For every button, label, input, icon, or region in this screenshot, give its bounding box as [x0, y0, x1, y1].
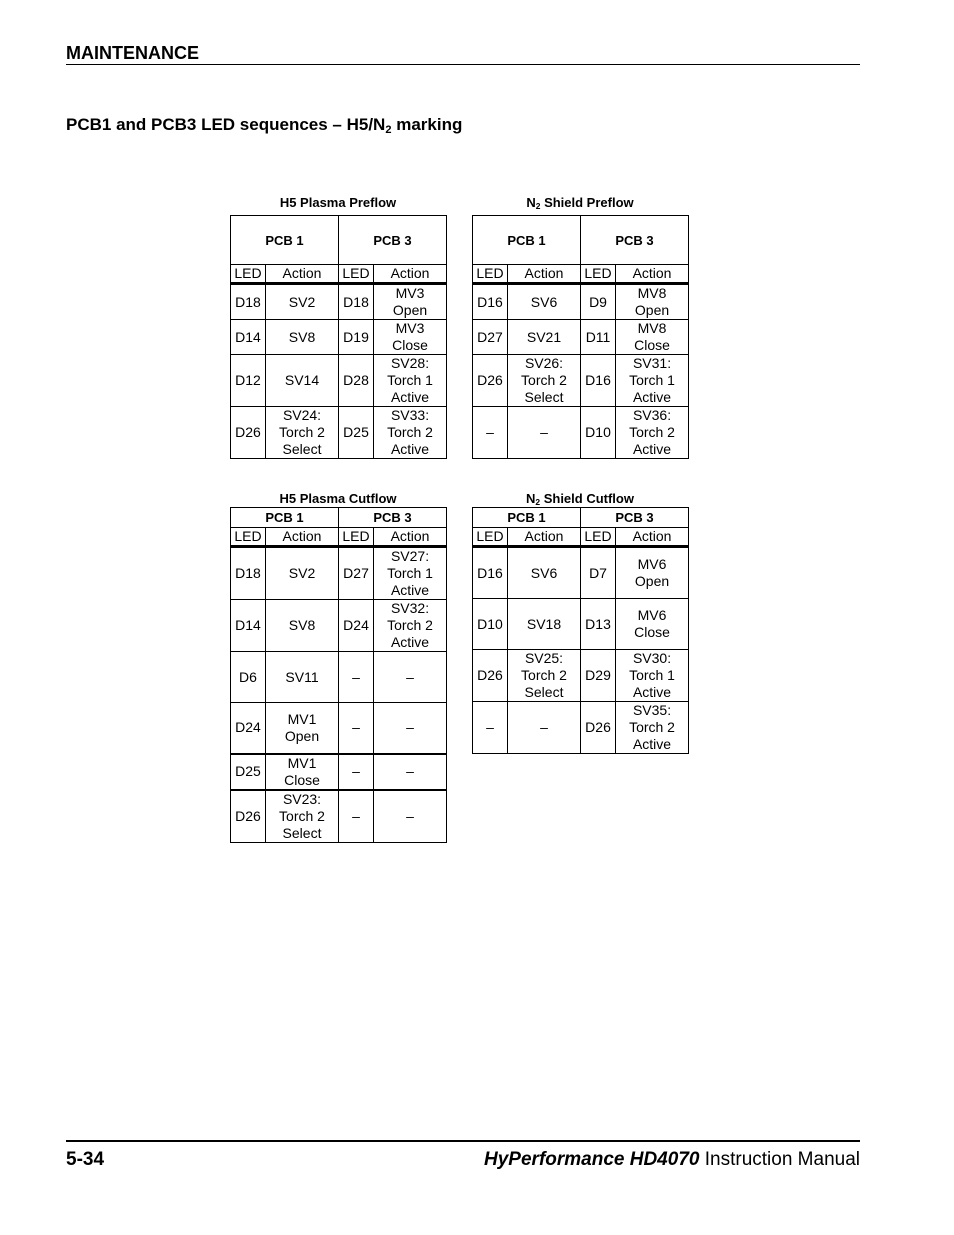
cell: SV28: Torch 1 Active	[374, 355, 447, 407]
cell: D14	[231, 600, 266, 652]
led-header: LED	[231, 265, 266, 284]
cell: –	[339, 703, 374, 754]
cell: D27	[473, 320, 508, 355]
pcb3-header: PCB 3	[581, 216, 689, 265]
cell: MV8 Close	[616, 320, 689, 355]
table-row	[473, 650, 689, 702]
cell: D19	[339, 320, 374, 355]
section-title-main: PCB1 and PCB3 LED sequences – H5/N	[66, 115, 386, 134]
cell: D28	[339, 355, 374, 407]
cell: SV18	[508, 599, 581, 650]
cell: D18	[339, 284, 374, 320]
table-row	[231, 320, 447, 355]
cell: D16	[473, 547, 508, 599]
action-header: Action	[508, 528, 581, 547]
action-header: Action	[616, 265, 689, 284]
action-header: Action	[616, 528, 689, 547]
table-row	[473, 320, 689, 355]
led-header: LED	[231, 528, 266, 547]
table-row	[231, 652, 447, 703]
cell: SV27: Torch 1 Active	[374, 547, 447, 600]
cell: –	[374, 790, 447, 843]
pcb3-header: PCB 3	[339, 508, 447, 528]
pcb3-header: PCB 3	[339, 216, 447, 265]
cell: SV6	[508, 284, 581, 320]
cell: SV35: Torch 2 Active	[616, 702, 689, 754]
cell: SV21	[508, 320, 581, 355]
cell: D6	[231, 652, 266, 703]
table-row	[473, 284, 689, 320]
cell: D7	[581, 547, 616, 599]
table-row	[231, 790, 447, 843]
cell: D25	[231, 754, 266, 790]
cell: –	[508, 407, 581, 459]
section-title-end: marking	[391, 115, 463, 134]
cell: SV24: Torch 2 Select	[266, 407, 339, 459]
table-title-text: Shield Preflow	[540, 195, 634, 210]
cell: D10	[473, 599, 508, 650]
led-header: LED	[473, 265, 508, 284]
cell: SV11	[266, 652, 339, 703]
cell: –	[508, 702, 581, 754]
cell: D16	[581, 355, 616, 407]
led-header: LED	[581, 528, 616, 547]
table-row	[473, 547, 689, 599]
cell: SV32: Torch 2 Active	[374, 600, 447, 652]
cell: D18	[231, 284, 266, 320]
cell: D26	[581, 702, 616, 754]
led-header: LED	[473, 528, 508, 547]
table-n2-shield-preflow	[472, 215, 689, 459]
pcb1-header: PCB 1	[473, 216, 581, 265]
table-row	[473, 599, 689, 650]
table-title-n2-cutflow	[472, 491, 688, 507]
table-h5-plasma-preflow	[230, 215, 447, 459]
manual-label: Instruction Manual	[699, 1149, 860, 1170]
section-title	[66, 115, 462, 135]
header-rule	[66, 64, 860, 65]
pcb1-header: PCB 1	[231, 216, 339, 265]
table-row	[231, 284, 447, 320]
cell: SV2	[266, 547, 339, 600]
cell: D14	[231, 320, 266, 355]
table-title-text: Shield Cutflow	[540, 491, 634, 506]
led-header: LED	[339, 528, 374, 547]
cell: SV8	[266, 600, 339, 652]
table-row	[231, 355, 447, 407]
cell: MV6 Open	[616, 547, 689, 599]
cell: D29	[581, 650, 616, 702]
cell: D27	[339, 547, 374, 600]
cell: SV2	[266, 284, 339, 320]
pcb3-header: PCB 3	[581, 508, 689, 528]
cell: SV30: Torch 1 Active	[616, 650, 689, 702]
cell: –	[339, 754, 374, 790]
table-row	[231, 754, 447, 790]
cell: SV14	[266, 355, 339, 407]
cell: MV1 Close	[266, 754, 339, 790]
table-title-subscript: 2	[535, 497, 541, 508]
cell: D26	[473, 355, 508, 407]
footer-rule	[66, 1140, 860, 1142]
cell: MV1 Open	[266, 703, 339, 754]
table-title-n2-preflow	[472, 195, 688, 211]
cell: –	[473, 702, 508, 754]
table-row	[473, 407, 689, 459]
action-header: Action	[266, 265, 339, 284]
cell: SV25: Torch 2 Select	[508, 650, 581, 702]
cell: D13	[581, 599, 616, 650]
table-row	[231, 703, 447, 754]
cell: –	[339, 652, 374, 703]
table-title-h5-cutflow: H5 Plasma Cutflow	[279, 491, 397, 506]
table-row	[473, 702, 689, 754]
cell: –	[374, 652, 447, 703]
cell: SV26: Torch 2 Select	[508, 355, 581, 407]
cell: MV6 Close	[616, 599, 689, 650]
table-title-subscript: 2	[535, 201, 541, 212]
table-h5-plasma-cutflow	[230, 507, 447, 843]
action-header: Action	[266, 528, 339, 547]
product-name: HyPerformance HD4070	[484, 1149, 700, 1170]
cell: D26	[473, 650, 508, 702]
cell: SV31: Torch 1 Active	[616, 355, 689, 407]
cell: –	[374, 703, 447, 754]
cell: D25	[339, 407, 374, 459]
action-header: Action	[374, 265, 447, 284]
table-row	[231, 407, 447, 459]
cell: –	[473, 407, 508, 459]
led-header: LED	[339, 265, 374, 284]
cell: SV23: Torch 2 Select	[266, 790, 339, 843]
manual-title	[484, 1149, 860, 1171]
action-header: Action	[374, 528, 447, 547]
cell: MV8 Open	[616, 284, 689, 320]
table-title-text: N	[526, 195, 536, 210]
led-header: LED	[581, 265, 616, 284]
cell: D9	[581, 284, 616, 320]
pcb1-header: PCB 1	[473, 508, 581, 528]
cell: D18	[231, 547, 266, 600]
cell: D26	[231, 407, 266, 459]
cell: D24	[231, 703, 266, 754]
cell: –	[374, 754, 447, 790]
cell: D24	[339, 600, 374, 652]
section-title-subscript: 2	[385, 123, 392, 136]
cell: –	[339, 790, 374, 843]
cell: MV3 Close	[374, 320, 447, 355]
table-n2-shield-cutflow	[472, 507, 689, 754]
table-title-h5-preflow: H5 Plasma Preflow	[279, 195, 397, 210]
table-row	[473, 355, 689, 407]
table-row	[231, 600, 447, 652]
cell: SV8	[266, 320, 339, 355]
cell: D11	[581, 320, 616, 355]
cell: D12	[231, 355, 266, 407]
cell: D16	[473, 284, 508, 320]
header-title: MAINTENANCE	[66, 43, 199, 63]
pcb1-header: PCB 1	[231, 508, 339, 528]
table-title-text: N	[526, 491, 536, 506]
action-header: Action	[508, 265, 581, 284]
table-row	[231, 547, 447, 600]
cell: SV6	[508, 547, 581, 599]
cell: MV3 Open	[374, 284, 447, 320]
cell: D26	[231, 790, 266, 843]
page-number: 5-34	[66, 1149, 105, 1170]
cell: SV33: Torch 2 Active	[374, 407, 447, 459]
cell: SV36: Torch 2 Active	[616, 407, 689, 459]
cell: D10	[581, 407, 616, 459]
